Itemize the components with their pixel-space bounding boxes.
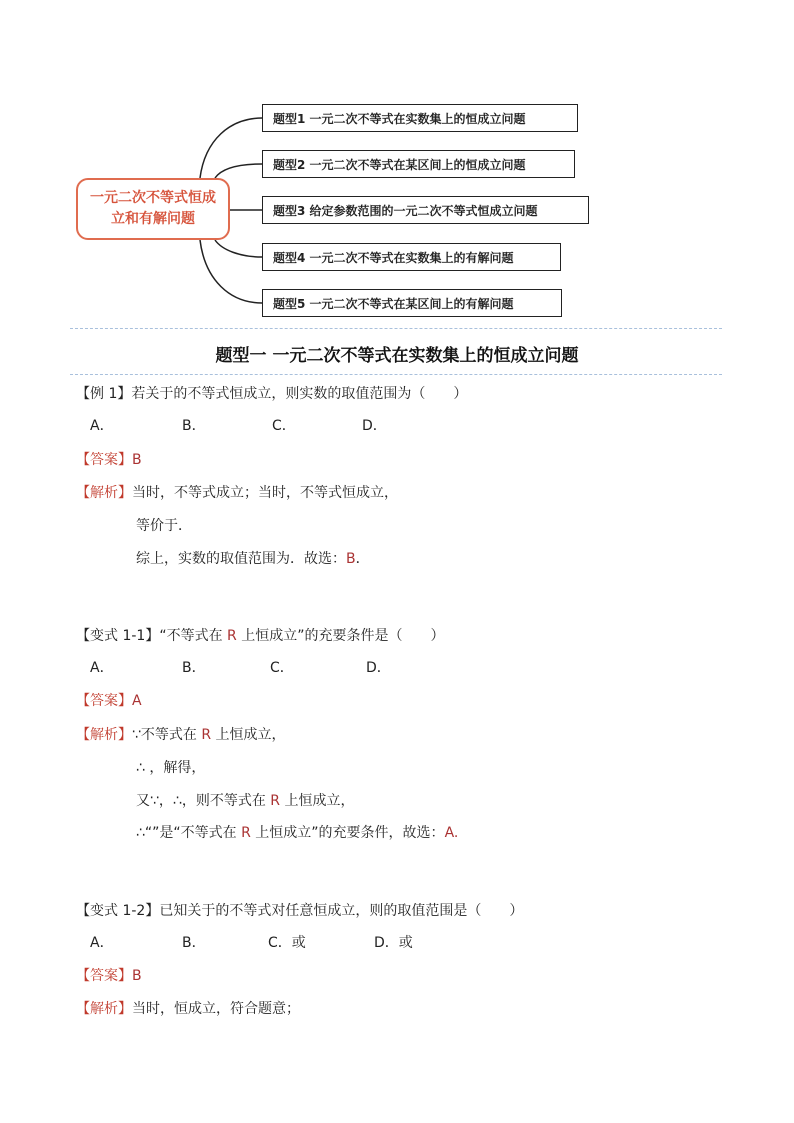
analysis-text: 综上，实数的取值范围为．故选： [136, 551, 346, 567]
connector-5 [200, 240, 262, 303]
analysis-label: 【解析】 [76, 1001, 132, 1017]
divider-top [70, 328, 722, 329]
analysis-text: 又∵，∴，则不等式在 [136, 793, 271, 809]
variant-1-1-options [90, 657, 391, 677]
mind-map-branch-5: 题型5 一元二次不等式在某区间上的有解问题 [262, 289, 562, 317]
mind-map-branch-1: 题型1 一元二次不等式在实数集上的恒成立问题 [262, 104, 578, 132]
answer-label: 【答案】 [76, 693, 132, 709]
analysis-label: 【解析】 [76, 485, 132, 501]
example-1-answer [76, 449, 142, 469]
example-1-answer-value: B [132, 452, 142, 468]
variant-1-1-analysis-line-2: ∴ ，解得， [136, 760, 206, 776]
section-title: 题型一 一元二次不等式在实数集上的恒成立问题 [215, 346, 579, 366]
variant-1-2-option-b: B． [182, 935, 206, 951]
answer-label: 【答案】 [76, 968, 132, 984]
variant-1-2-option-a: A． [90, 935, 114, 951]
question-text: “不等式在 [159, 628, 228, 644]
answer-label: 【答案】 [76, 452, 132, 468]
variant-1-1-question [76, 625, 444, 645]
variant-1-2-question [76, 900, 523, 920]
example-1-option-a: A． [90, 418, 114, 434]
analysis-answer: B [346, 551, 356, 567]
connector-4 [215, 240, 262, 257]
analysis-text: ∴“”是“不等式在 [136, 825, 242, 841]
example-1-question-text: 若关于的不等式恒成立，则实数的取值范围为（ ） [131, 386, 468, 402]
connector-2 [215, 164, 262, 178]
set-r: R [270, 793, 280, 809]
variant-1-1-analysis-line-1 [76, 724, 286, 744]
variant-1-2-answer-value: B [132, 968, 142, 984]
variant-1-1-option-d: D． [366, 660, 391, 676]
variant-1-2-options [90, 932, 413, 952]
analysis-text: 当时，恒成立，符合题意； [132, 1001, 300, 1017]
variant-1-1-option-c: C． [270, 660, 294, 676]
analysis-text: 上恒成立”的充要条件，故选： [250, 825, 445, 841]
analysis-text: 当时，不等式成立；当时，不等式恒成立， [132, 485, 398, 501]
mind-map-branch-2: 题型2 一元二次不等式在某区间上的恒成立问题 [262, 150, 575, 178]
question-text: 已知关于的不等式对任意恒成立，则的取值范围是（ ） [159, 903, 524, 919]
variant-1-2-analysis-line-1 [76, 998, 300, 1018]
example-1-analysis-line-3 [136, 548, 370, 568]
example-1-option-d: D． [362, 418, 387, 434]
mind-map [0, 0, 794, 330]
analysis-text: 上恒成立， [280, 793, 355, 809]
analysis-answer: A. [444, 825, 459, 841]
set-r: R [241, 825, 251, 841]
example-1-options [90, 415, 387, 435]
variant-1-1-answer [76, 690, 142, 710]
divider-bottom [70, 374, 722, 375]
variant-1-2-option-c: C．或 [268, 935, 306, 951]
example-1-option-c: C． [272, 418, 296, 434]
variant-1-2-answer [76, 965, 142, 985]
example-1-label: 【例 1】 [76, 386, 132, 402]
variant-1-1-answer-value: A [132, 693, 142, 709]
example-1-option-b: B． [182, 418, 206, 434]
variant-1-1-option-b: B． [182, 660, 206, 676]
analysis-label: 【解析】 [76, 727, 132, 743]
analysis-text: ∵不等式在 [132, 727, 202, 743]
variant-1-1-analysis-line-3 [136, 790, 354, 810]
connector-1 [200, 118, 262, 178]
analysis-text: ． [355, 551, 370, 567]
mind-map-root: 一元二次不等式恒成立和有解问题 [76, 178, 230, 240]
mind-map-branch-4: 题型4 一元二次不等式在实数集上的有解问题 [262, 243, 561, 271]
example-1-question [76, 383, 467, 403]
variant-1-1-option-a: A． [90, 660, 114, 676]
set-r: R [201, 727, 212, 743]
variant-1-1-label: 【变式 1-1】 [76, 628, 160, 644]
analysis-text: 上恒成立， [211, 727, 286, 743]
variant-1-2-label: 【变式 1-2】 [76, 903, 160, 919]
variant-1-1-analysis-line-4 [136, 822, 458, 842]
variant-1-2-option-d: D．或 [374, 935, 413, 951]
example-1-analysis-line-2: 等价于． [136, 518, 192, 534]
set-r: R [227, 628, 237, 644]
example-1-analysis-line-1 [76, 482, 398, 502]
mind-map-branch-3: 题型3 给定参数范围的一元二次不等式恒成立问题 [262, 196, 589, 224]
question-text: 上恒成立”的充要条件是（ ） [236, 628, 445, 644]
